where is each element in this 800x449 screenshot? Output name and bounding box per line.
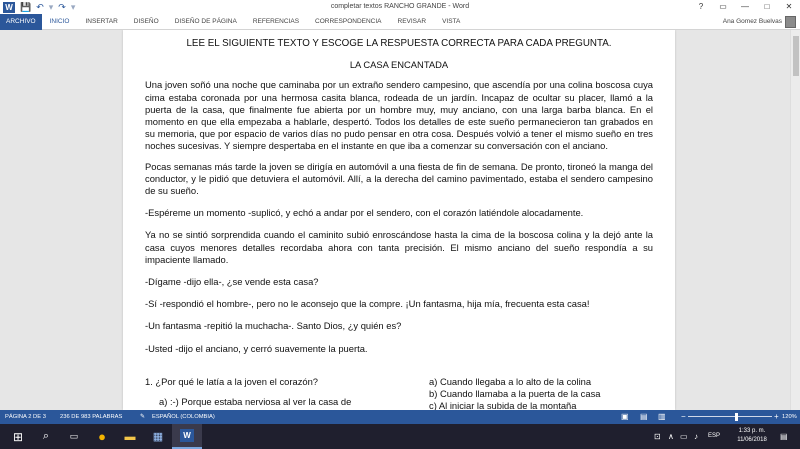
proofing-icon[interactable]: ✎ <box>140 414 145 420</box>
vertical-scrollbar[interactable] <box>790 30 800 410</box>
save-icon[interactable]: 💾 <box>20 2 32 12</box>
notification-icon[interactable]: ▤ <box>780 432 788 441</box>
quick-access-toolbar <box>0 0 75 14</box>
tab-diseno-pagina[interactable]: DISEÑO DE PÁGINA <box>174 17 237 25</box>
question-1: 1. ¿Por qué le latía a la joven el corazón? <box>145 376 319 387</box>
window-title: completar textos RANCHO GRANDE - Word <box>330 3 470 10</box>
document-body <box>145 38 653 355</box>
word-app-icon[interactable]: W <box>3 2 15 13</box>
print-layout-icon[interactable]: ▤ <box>640 412 648 421</box>
clock-date[interactable]: 11/06/2018 <box>737 437 767 443</box>
ribbon-display-icon[interactable]: ▭ <box>719 2 727 11</box>
tab-diseno[interactable]: DISEÑO <box>133 17 159 25</box>
store-icon[interactable]: ▦ <box>152 431 164 443</box>
tab-correspondencia[interactable]: CORRESPONDENCIA <box>315 17 382 25</box>
word-icon: W <box>180 429 194 442</box>
paragraph: -Espéreme un momento -suplicó, y echó a andar por el sendero, con el corazón latiéndole alocadamente. <box>145 207 584 219</box>
battery-icon[interactable]: ▭ <box>680 432 688 441</box>
input-language[interactable]: ESP <box>708 433 721 439</box>
tab-vista[interactable]: VISTA <box>442 17 461 25</box>
avatar[interactable] <box>785 16 796 28</box>
paragraph: -Usted -dijo el anciano, y cerró suavemente la puerta. <box>145 342 368 354</box>
paragraph: Pocas semanas más tarde la joven se dirigía en automóvil a una fiesta de fin de semana. De pronto, tironeó la manga del conductor, y le pidió que detuviera el automóvil. Allí, a la derecha del camino pavimentado, estaba el sendero campesino de su sueño. <box>145 160 653 197</box>
paragraph: -Un fantasma -repitió la muchacha-. Santo Dios, ¿y quién es? <box>145 320 402 332</box>
chevron-up-icon[interactable]: ∧ <box>668 432 674 441</box>
clock-time[interactable]: 1:33 p. m. <box>738 428 766 434</box>
undo-icon[interactable]: ↶ <box>36 2 44 12</box>
windows-taskbar <box>0 424 800 449</box>
people-icon[interactable]: ⊡ <box>654 432 661 441</box>
page-count[interactable]: PÁGINA 2 DE 3 <box>5 414 46 420</box>
option-b: b) Cuando llamaba a la puerta de la casa <box>429 388 601 399</box>
undo-dropdown-icon[interactable]: ▾ <box>48 2 54 12</box>
close-button[interactable]: ✕ <box>785 2 793 11</box>
scrollbar-thumb[interactable] <box>793 36 799 76</box>
chrome-icon[interactable]: ● <box>98 429 106 444</box>
question-1-option-a: a) :-) Porque estaba nerviosa al ver la casa de <box>159 396 352 407</box>
tab-inicio[interactable]: INICIO <box>49 17 70 25</box>
tab-revisar[interactable]: REVISAR <box>397 17 427 25</box>
status-bar <box>0 410 800 424</box>
ribbon-tabs <box>0 14 800 30</box>
file-explorer-icon[interactable]: ▬ <box>124 430 136 443</box>
customize-toolbar-icon[interactable]: ▾ <box>70 2 76 12</box>
word-taskbar-button[interactable] <box>172 424 202 449</box>
paragraph: Una joven soñó una noche que caminaba por un extraño sendero campesino, que ascendía por una colina boscosa cuya cima estaba coronada por una hermosa casita blanca, rodeada de un jardín. Incapaz de ocultar su placer, llamó a la puerta de la casa, que finalmente fue abierta por un hombre muy, muy anciano, con una larga barba blanca. En el momento en que ella empezaba a hablarle, despertó. Todos los detalles de este sueño permanecieron tan grabados en su memoria, que por espacio de varios días no pudo pensar en otra cosa. Después volvió a tener el mismo sueño en tres noches sucesivas. Y siempre despertaba en el instante en que iba a comenzar su conversación con el anciano. <box>145 79 653 152</box>
zoom-slider-handle[interactable] <box>735 413 738 421</box>
window-controls <box>690 0 800 14</box>
web-layout-icon[interactable]: ▥ <box>658 412 666 421</box>
volume-icon[interactable]: ♪ <box>694 432 698 441</box>
redo-icon[interactable]: ↷ <box>58 2 66 12</box>
zoom-level[interactable]: 120% <box>782 414 797 420</box>
document-area <box>0 30 800 410</box>
zoom-in-button[interactable]: + <box>774 412 779 421</box>
paragraph: Ya no se sintió sorprendida cuando el caminito subió enroscándose hasta la cima de la boscosa colina y la dejó ante la casa cuyos menores detalles recordaba ahora con tanta precisión. El mismo anciano del sueño respondía a su impaciente llamado. <box>145 229 653 265</box>
option-c: c) Al iniciar la subida de la montaña <box>429 400 577 410</box>
tab-referencias[interactable]: REFERENCIAS <box>252 17 300 25</box>
search-icon[interactable]: ⌕ <box>42 430 50 442</box>
minimize-button[interactable]: — <box>741 2 749 11</box>
story-title: LA CASA ENCANTADA <box>349 59 449 71</box>
zoom-out-button[interactable]: − <box>681 412 686 421</box>
user-name[interactable]: Ana Gomez Buelvas <box>722 18 782 25</box>
zoom-slider[interactable] <box>688 416 772 417</box>
instructions-heading: LEE EL SIGUIENTE TEXTO Y ESCOGE LA RESPUESTA CORRECTA PARA CADA PREGUNTA. <box>186 38 612 49</box>
paragraph: -Sí -respondió el hombre-, pero no le aconsejo que la compre. ¡Un fantasma, hija mía, frecuenta esta casa! <box>145 298 590 310</box>
start-icon[interactable]: ⊞ <box>12 429 24 444</box>
word-count[interactable]: 236 DE 983 PALABRAS <box>60 414 123 420</box>
tab-archivo[interactable]: ARCHIVO <box>0 14 42 30</box>
paragraph: -Dígame -dijo ella-, ¿se vende esta casa? <box>145 276 319 288</box>
maximize-button[interactable]: □ <box>764 2 770 11</box>
language-status[interactable]: ESPAÑOL (COLOMBIA) <box>152 414 215 420</box>
tab-insertar[interactable]: INSERTAR <box>85 17 118 25</box>
read-mode-icon[interactable]: ▣ <box>621 412 629 421</box>
title-bar <box>0 0 800 14</box>
task-view-icon[interactable]: ▭ <box>69 431 79 441</box>
help-icon[interactable]: ? <box>698 2 704 11</box>
option-a: a) Cuando llegaba a lo alto de la colina <box>429 376 592 387</box>
document-page[interactable] <box>123 30 675 410</box>
